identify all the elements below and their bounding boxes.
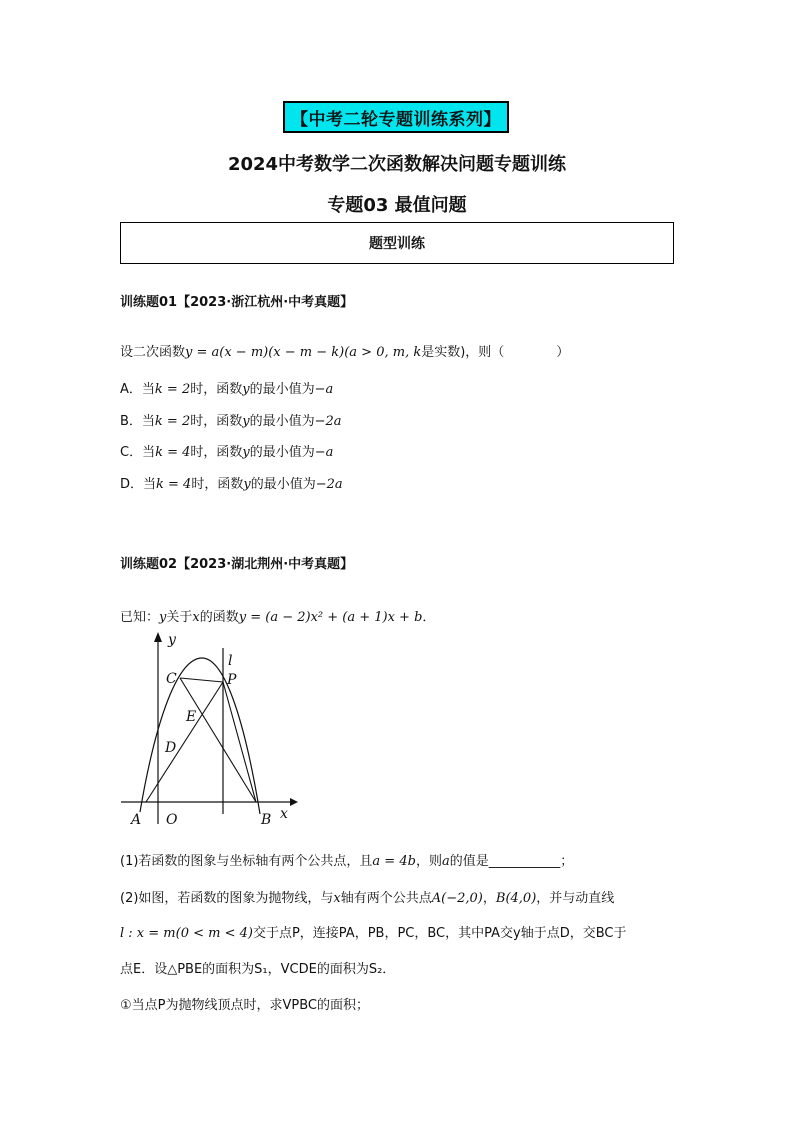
- option-mid: 时，函数: [190, 445, 243, 460]
- given-mid: 关于: [166, 610, 193, 625]
- line-l-formula: l : x = m(0 < m < 4): [120, 926, 253, 941]
- document-subtitle: 专题03 最值问题: [327, 195, 467, 216]
- option-value: −2a: [314, 414, 342, 429]
- label-l: l: [228, 653, 233, 669]
- option-var: y: [242, 445, 250, 460]
- given-y: y: [159, 610, 167, 625]
- q1-option-d: [120, 473, 343, 492]
- part2-mid: 轴有两个公共点: [340, 891, 432, 906]
- option-tail: 的最小值为: [249, 382, 315, 397]
- part2-line2-text: 交于点P，连接PA，PB，PC，BC，其中PA交y轴于点D，交BC于: [252, 926, 627, 941]
- q2-heading: 训练题02【2023·湖北荆州·中考真题】: [120, 557, 354, 572]
- part1-prefix: (1)若函数的图象与坐标轴有两个公共点，且: [120, 854, 373, 869]
- q2-part2-line3: 点E．设△PBE的面积为S₁，VCDE的面积为S₂．: [120, 962, 396, 977]
- given-prefix: 已知：: [120, 610, 160, 625]
- label-y: y: [168, 632, 176, 648]
- option-mid: 时，函数: [191, 477, 244, 492]
- label-a: A: [131, 812, 142, 828]
- q2-part2-line1: [120, 887, 614, 906]
- q1-option-b: [120, 410, 342, 429]
- option-tail: 的最小值为: [250, 477, 316, 492]
- option-mid: 时，函数: [190, 382, 243, 397]
- label-o: O: [166, 812, 178, 828]
- q2-part2-sub1: ①当点P为抛物线顶点时，求VPBC的面积；: [120, 998, 369, 1013]
- q2-part1: [120, 850, 573, 869]
- option-tail: 的最小值为: [249, 445, 315, 460]
- series-banner: 【中考二轮专题训练系列】: [283, 101, 509, 133]
- given-formula: y = (a − 2)x² + (a + 1)x + b: [238, 610, 423, 625]
- option-condition: k = 4: [155, 445, 191, 460]
- document-title: 2024中考数学二次函数解决问题专题训练: [227, 154, 567, 175]
- part1-mid: ，则: [415, 854, 442, 869]
- q2-given: [120, 606, 435, 625]
- section-box-label: 题型训练: [369, 236, 425, 252]
- label-e: E: [186, 709, 197, 725]
- q1-stem: [120, 341, 569, 360]
- segment-pb: [223, 682, 256, 802]
- label-b: B: [261, 812, 272, 828]
- point-b: B(4,0): [495, 891, 537, 906]
- label-c: C: [166, 671, 177, 687]
- q2-part2-line2: [120, 922, 627, 941]
- q1-stem-suffix: 是实数)，则（ ）: [421, 345, 570, 360]
- section-box: [120, 222, 674, 264]
- option-var: y: [242, 382, 250, 397]
- q1-option-c: [120, 441, 333, 460]
- option-condition: k = 4: [156, 477, 192, 492]
- given-x: x: [192, 610, 200, 625]
- option-value: −a: [314, 382, 334, 397]
- given-end: ．: [422, 610, 436, 625]
- option-value: −a: [314, 445, 334, 460]
- label-p: P: [227, 672, 237, 688]
- x-axis-arrow: [290, 798, 298, 806]
- label-x: x: [280, 806, 288, 822]
- q1-heading: 训练题01【2023·浙江杭州·中考真题】: [120, 295, 354, 310]
- option-condition: k = 2: [154, 414, 191, 429]
- part1-var: a: [441, 854, 450, 869]
- part2-suffix: ，并与动直线: [536, 891, 615, 906]
- option-prefix: B．当: [120, 414, 155, 429]
- part2-x: x: [333, 891, 341, 906]
- part1-formula: a = 4b: [372, 854, 416, 869]
- option-mid: 时，函数: [190, 414, 243, 429]
- given-mid2: 的函数: [199, 610, 239, 625]
- option-prefix: C．当: [120, 445, 156, 460]
- part2-prefix: (2)如图，若函数的图象为抛物线，与: [120, 891, 334, 906]
- part1-suffix: 的值是___________；: [449, 854, 574, 869]
- part2-sep: ，: [482, 891, 496, 906]
- option-prefix: D．当: [120, 477, 157, 492]
- point-a: A(−2,0): [431, 891, 483, 906]
- segment-bc: [180, 678, 256, 802]
- option-prefix: A．当: [120, 382, 155, 397]
- option-var: y: [242, 414, 250, 429]
- option-var: y: [243, 477, 251, 492]
- q1-option-a: [120, 378, 333, 397]
- q1-stem-formula: y = a(x − m)(x − m − k)(a > 0, m, k: [185, 345, 422, 360]
- q1-stem-prefix: 设二次函数: [120, 345, 186, 360]
- y-axis-arrow: [154, 632, 162, 642]
- parabola-figure: [118, 628, 298, 828]
- label-d: D: [165, 740, 177, 756]
- option-tail: 的最小值为: [249, 414, 315, 429]
- segment-pc: [180, 678, 223, 682]
- option-condition: k = 2: [154, 382, 191, 397]
- option-value: −2a: [315, 477, 343, 492]
